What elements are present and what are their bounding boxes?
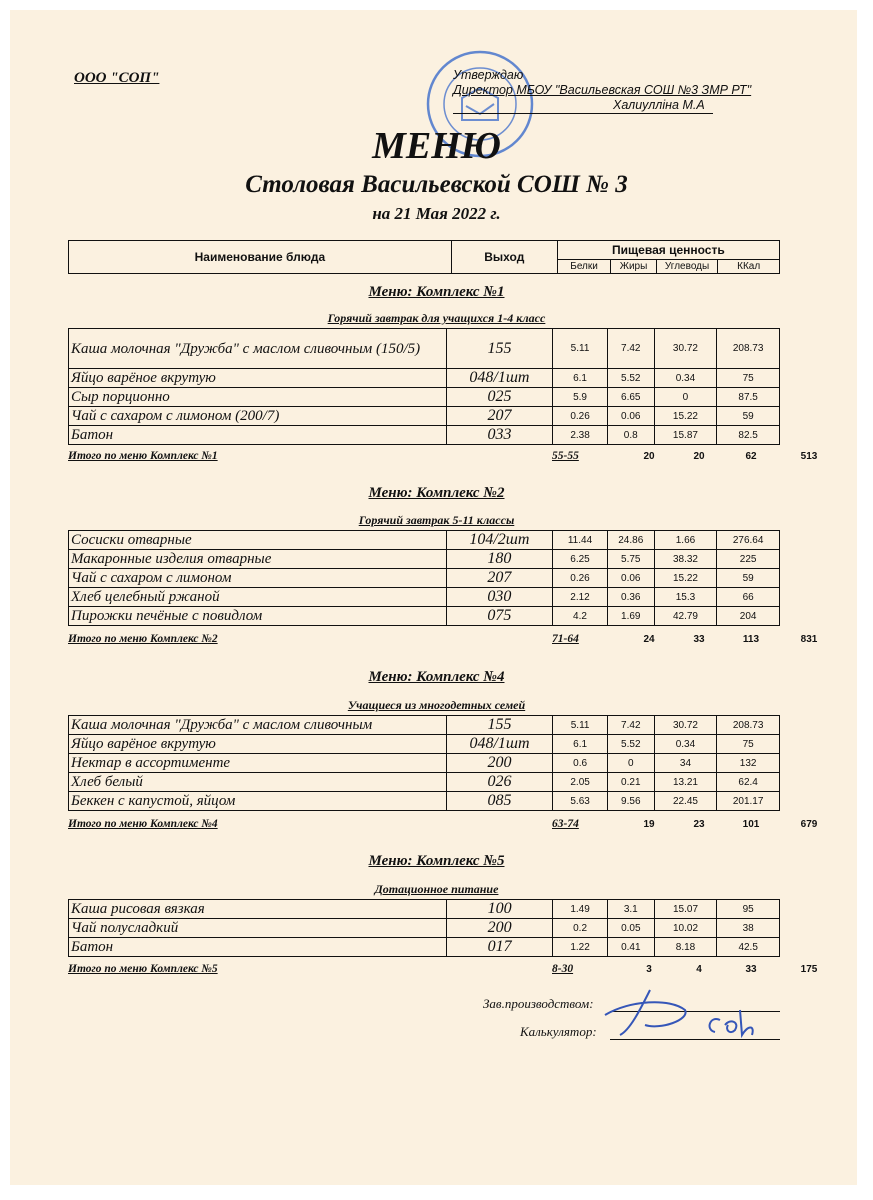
table-row <box>69 773 780 792</box>
section-subtitle: Дотационное питание <box>374 882 499 896</box>
dish-carbs: 42.79 <box>654 607 717 626</box>
total-fats: 4 <box>696 964 702 975</box>
dish-fats: 5.52 <box>607 369 654 388</box>
total-label: Итого по меню Комплекс №4 <box>68 818 218 830</box>
table-row <box>69 369 780 388</box>
dish-fats: 0.05 <box>607 919 654 938</box>
column-output: Выход <box>451 241 557 274</box>
section-table <box>68 715 780 811</box>
dish-output: 048/1шт <box>446 735 553 754</box>
column-carbs: Углеводы <box>656 259 718 273</box>
total-kcal: 679 <box>800 819 818 830</box>
dish-proteins: 5.11 <box>553 329 608 369</box>
dish-proteins: 1.22 <box>553 938 608 957</box>
total-carbs: 33 <box>745 964 757 975</box>
column-dish: Наименование блюда <box>69 241 452 274</box>
total-label: Итого по меню Комплекс №1 <box>68 450 218 462</box>
total-carbs: 113 <box>742 634 760 645</box>
dish-proteins: 6.1 <box>553 735 608 754</box>
section-subtitle: Учащиеся из многодетных семей <box>347 698 526 712</box>
canteen-name: Столовая Васильевской СОШ № 3 <box>245 171 628 198</box>
dish-proteins: 0.2 <box>553 919 608 938</box>
dish-kcal: 132 <box>717 754 780 773</box>
dish-kcal: 62.4 <box>717 773 780 792</box>
section-subtitle: Горячий завтрак 5-11 классы <box>358 513 515 527</box>
section-total <box>68 818 818 832</box>
dish-carbs: 38.32 <box>654 550 717 569</box>
dish-kcal: 59 <box>717 569 780 588</box>
column-kcal: ККал <box>718 259 780 273</box>
approval-block <box>453 68 751 114</box>
dish-proteins: 5.9 <box>553 388 608 407</box>
dish-carbs: 15.22 <box>654 407 717 426</box>
dish-carbs: 13.21 <box>654 773 717 792</box>
dish-fats: 0 <box>607 754 654 773</box>
table-row <box>69 407 780 426</box>
dish-name: Каша рисовая вязкая <box>69 900 447 919</box>
dish-kcal: 66 <box>717 588 780 607</box>
dish-name: Яйцо варёное вкрутую <box>69 369 447 388</box>
dish-name: Яйцо варёное вкрутую <box>69 735 447 754</box>
table-row <box>69 919 780 938</box>
dish-output: 207 <box>446 407 553 426</box>
section-title: Меню: Комплекс №2 <box>368 485 505 501</box>
dish-carbs: 1.66 <box>654 531 717 550</box>
total-proteins: 20 <box>643 451 655 462</box>
total-fats: 20 <box>693 451 705 462</box>
dish-carbs: 22.45 <box>654 792 717 811</box>
table-row <box>69 388 780 407</box>
dish-name: Чай с сахаром с лимоном <box>69 569 447 588</box>
dish-carbs: 15.87 <box>654 426 717 445</box>
dish-proteins: 2.12 <box>553 588 608 607</box>
dish-output: 100 <box>447 900 553 919</box>
dish-proteins: 2.38 <box>553 426 608 445</box>
total-label: Итого по меню Комплекс №5 <box>68 963 218 975</box>
dish-kcal: 208.73 <box>717 716 780 735</box>
dish-proteins: 0.26 <box>553 407 608 426</box>
column-proteins: Белки <box>557 259 611 273</box>
total-carbs: 101 <box>742 819 760 830</box>
table-row <box>69 754 780 773</box>
section-table <box>68 328 780 445</box>
dish-name: Каша молочная "Дружба" с маслом сливочным <box>69 716 447 735</box>
dish-output: 200 <box>447 919 553 938</box>
section-subtitle: Горячий завтрак для учащихся 1-4 класс <box>327 311 546 325</box>
dish-carbs: 15.3 <box>654 588 717 607</box>
table-row <box>69 900 780 919</box>
dish-proteins: 2.05 <box>553 773 608 792</box>
column-fats: Жиры <box>611 259 656 273</box>
dish-proteins: 5.63 <box>553 792 608 811</box>
dish-fats: 1.69 <box>607 607 654 626</box>
total-proteins: 3 <box>646 964 652 975</box>
dish-proteins: 0.6 <box>553 754 608 773</box>
dish-kcal: 201.17 <box>717 792 780 811</box>
table-row <box>69 531 780 550</box>
section-table <box>68 899 780 957</box>
table-row <box>69 426 780 445</box>
dish-output: 030 <box>446 588 553 607</box>
dish-carbs: 30.72 <box>654 716 717 735</box>
production-manager-label: Зав.производством: <box>483 996 594 1011</box>
total-label: Итого по меню Комплекс №2 <box>68 633 218 645</box>
dish-output: 155 <box>446 329 553 369</box>
dish-proteins: 5.11 <box>553 716 608 735</box>
section-total <box>68 450 818 464</box>
dish-fats: 5.52 <box>607 735 654 754</box>
director-name: Халиуллiна М.А <box>453 98 713 114</box>
dish-proteins: 1.49 <box>553 900 608 919</box>
dish-carbs: 0.34 <box>654 735 717 754</box>
dish-output: 104/2шт <box>446 531 553 550</box>
dish-kcal: 276.64 <box>717 531 780 550</box>
dish-proteins: 0.26 <box>553 569 608 588</box>
dish-name: Сыр порционно <box>69 388 447 407</box>
dish-kcal: 225 <box>717 550 780 569</box>
table-row <box>69 569 780 588</box>
dish-output: 048/1шт <box>446 369 553 388</box>
dish-fats: 7.42 <box>607 716 654 735</box>
dish-output: 033 <box>446 426 553 445</box>
dish-kcal: 59 <box>717 407 780 426</box>
dish-name: Макаронные изделия отварные <box>69 550 447 569</box>
handwritten-signature <box>590 980 780 1050</box>
dish-kcal: 42.5 <box>717 938 780 957</box>
dish-kcal: 82.5 <box>717 426 780 445</box>
section-total <box>68 963 818 977</box>
dish-name: Чай с сахаром с лимоном (200/7) <box>69 407 447 426</box>
dish-proteins: 6.25 <box>553 550 608 569</box>
dish-output: 155 <box>446 716 553 735</box>
total-output: 55-55 <box>552 450 579 462</box>
total-kcal: 175 <box>800 964 818 975</box>
dish-kcal: 75 <box>717 735 780 754</box>
table-row <box>69 607 780 626</box>
dish-name: Сосиски отварные <box>69 531 447 550</box>
dish-output: 207 <box>446 569 553 588</box>
dish-output: 200 <box>446 754 553 773</box>
table-row <box>69 792 780 811</box>
menu-date: на 21 Мая 2022 г. <box>372 204 501 223</box>
section-title: Меню: Комплекс №5 <box>368 853 505 869</box>
dish-output: 025 <box>446 388 553 407</box>
dish-output: 180 <box>446 550 553 569</box>
section-table <box>68 530 780 626</box>
dish-kcal: 208.73 <box>717 329 780 369</box>
dish-carbs: 10.02 <box>654 919 717 938</box>
dish-output: 075 <box>446 607 553 626</box>
table-header <box>68 240 780 274</box>
dish-fats: 0.06 <box>607 407 654 426</box>
dish-fats: 0.41 <box>607 938 654 957</box>
total-kcal: 513 <box>800 451 818 462</box>
dish-carbs: 34 <box>654 754 717 773</box>
dish-carbs: 0 <box>654 388 717 407</box>
dish-name: Каша молочная "Дружба" с маслом сливочным (150/5) <box>69 329 447 369</box>
approval-word: Утверждаю <box>453 68 524 82</box>
dish-kcal: 204 <box>717 607 780 626</box>
total-proteins: 19 <box>643 819 655 830</box>
dish-carbs: 30.72 <box>654 329 717 369</box>
dish-output: 085 <box>446 792 553 811</box>
dish-name: Чай полусладкий <box>69 919 447 938</box>
dish-fats: 0.06 <box>607 569 654 588</box>
total-proteins: 24 <box>643 634 655 645</box>
dish-carbs: 8.18 <box>654 938 717 957</box>
dish-kcal: 38 <box>717 919 780 938</box>
table-row <box>69 735 780 754</box>
dish-fats: 0.36 <box>607 588 654 607</box>
table-row <box>69 938 780 957</box>
dish-name: Беккен с капустой, яйцом <box>69 792 447 811</box>
dish-carbs: 0.34 <box>654 369 717 388</box>
dish-kcal: 95 <box>717 900 780 919</box>
dish-fats: 3.1 <box>607 900 654 919</box>
dish-fats: 0.21 <box>607 773 654 792</box>
table-row <box>69 716 780 735</box>
total-kcal: 831 <box>800 634 818 645</box>
table-row <box>69 550 780 569</box>
calculator-label: Калькулятор: <box>520 1024 597 1039</box>
dish-name: Хлеб целебный ржаной <box>69 588 447 607</box>
total-output: 63-74 <box>552 818 579 830</box>
dish-fats: 24.86 <box>607 531 654 550</box>
table-row <box>69 329 780 369</box>
menu-title: МЕНЮ <box>372 125 501 167</box>
organization-name: ООО "СОП" <box>74 70 160 86</box>
column-nutrition: Пищевая ценность <box>557 241 779 260</box>
total-output: 8-30 <box>552 963 574 975</box>
section-title: Меню: Комплекс №4 <box>368 669 505 685</box>
dish-name: Батон <box>69 938 447 957</box>
dish-name: Пирожки печёные с повидлом <box>69 607 447 626</box>
dish-proteins: 11.44 <box>553 531 608 550</box>
director-title: Директор МБОУ "Васильевская СОШ №3 ЗМР РТ" <box>453 83 752 97</box>
total-output: 71-64 <box>552 633 579 645</box>
dish-fats: 5.75 <box>607 550 654 569</box>
total-fats: 23 <box>693 819 705 830</box>
dish-fats: 7.42 <box>607 329 654 369</box>
table-row <box>69 588 780 607</box>
total-carbs: 62 <box>745 451 757 462</box>
dish-output: 017 <box>447 938 553 957</box>
dish-kcal: 87.5 <box>717 388 780 407</box>
dish-kcal: 75 <box>717 369 780 388</box>
dish-carbs: 15.07 <box>654 900 717 919</box>
dish-name: Нектар в ассортименте <box>69 754 447 773</box>
dish-output: 026 <box>446 773 553 792</box>
dish-proteins: 4.2 <box>553 607 608 626</box>
dish-name: Батон <box>69 426 447 445</box>
dish-name: Хлеб белый <box>69 773 447 792</box>
dish-fats: 9.56 <box>607 792 654 811</box>
total-fats: 33 <box>693 634 705 645</box>
section-title: Меню: Комплекс №1 <box>368 284 505 300</box>
dish-fats: 6.65 <box>607 388 654 407</box>
dish-proteins: 6.1 <box>553 369 608 388</box>
dish-fats: 0.8 <box>607 426 654 445</box>
section-total <box>68 633 818 647</box>
dish-carbs: 15.22 <box>654 569 717 588</box>
